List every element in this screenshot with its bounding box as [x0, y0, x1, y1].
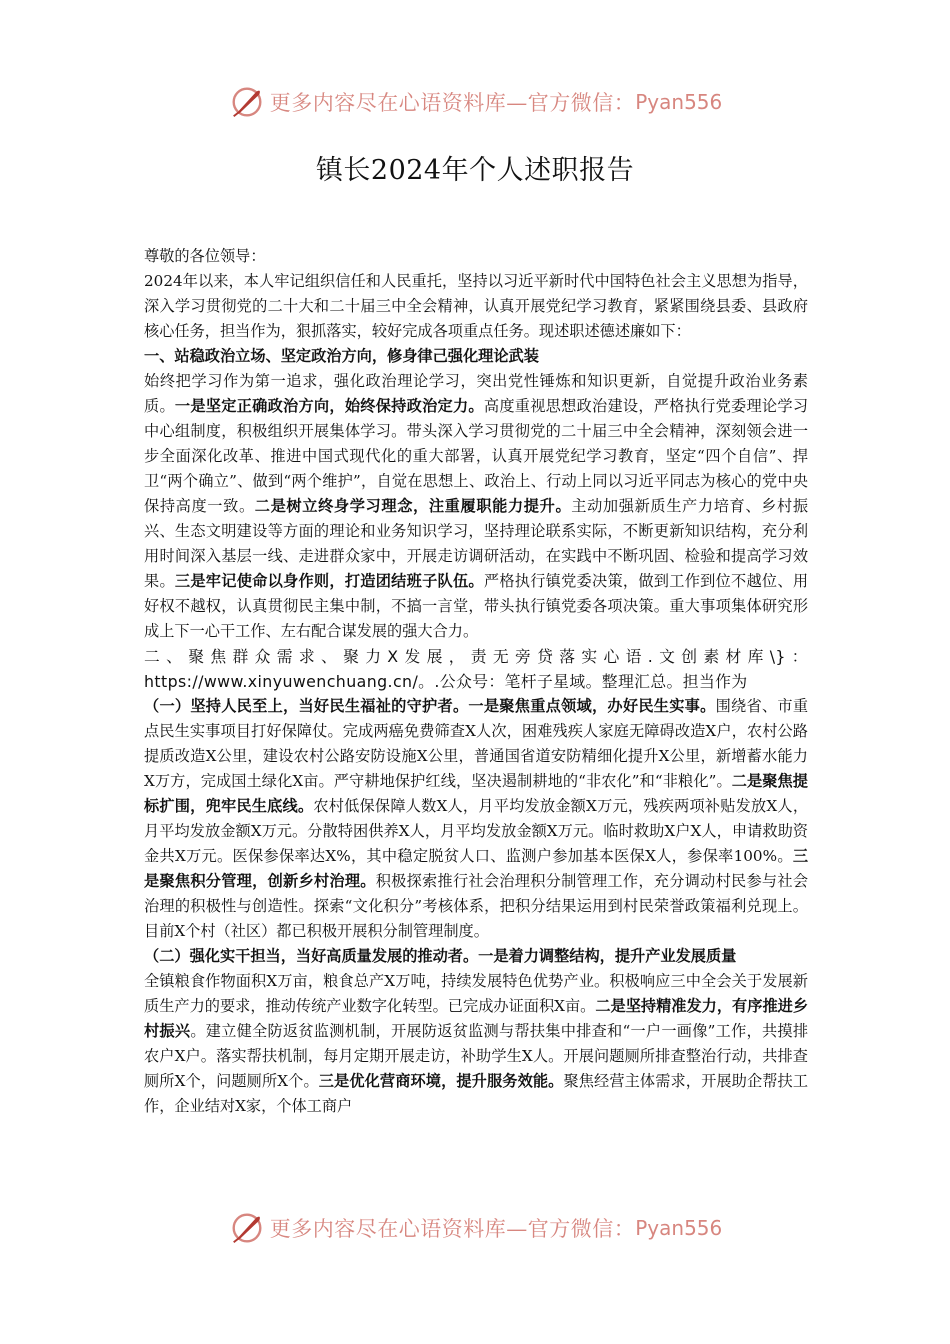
watermark-wechat-id: Pyan556 [635, 90, 723, 114]
intro-paragraph: 2024年以来，本人牢记组织信任和人民重托，坚持以习近平新时代中国特色社会主义思想为指导，深入学习贯彻党的二十大和二十届三中全会精神，认真开展党纪学习教育，紧紧围绕县委、县政府核心任务，担当作为，狠抓落实，较好完成各项重点任务。现述职述德述廉如下： [144, 272, 808, 340]
section-2-sub-2-paragraph: （二）强化实干担当，当好高质量发展的推动者。一是着力调整结构，提升产业发展质量 全镇粮食作物面积X万亩，粮食总产X万吨，持续发展特色优势产业。积极响应三中全会关于发展新质生产力的要求，推动传统产业数字化转型。已完成办证面积X亩。二是坚持精准发力，有序推进乡村振兴。建立健全防返贫监测机制，开展防返贫监测与帮扶集中排查和“一户一画像”工作，共摸排农户X户。落实帮扶机制，每月定期开展走访，补助学生X人。开展问题厕所排查整治行动，共排查厕所X个，问题厕所X个。三是优化营商环境，提升服务效能。聚焦经营主体需求，开展助企帮扶工作，企业结对X家，个体工商户 [144, 947, 809, 1115]
watermark-text: 更多内容尽在心语资料库—官方微信： [269, 1217, 636, 1241]
watermark-wechat-id: Pyan556 [635, 1216, 723, 1240]
salutation: 尊敬的各位领导： [144, 247, 266, 265]
quill-logo-icon [228, 1209, 266, 1247]
section-2-heading: 二、聚焦群众需求、聚力X发展，责无旁贷落实心语.文创素材库\}：https://www.xinyuwenchuang.cn/。.公众号：笔杆子星域。整理汇总。担当作为 [144, 647, 808, 691]
quill-logo-icon [228, 83, 266, 121]
watermark-text: 更多内容尽在心语资料库—官方微信： [269, 91, 636, 115]
section-1-paragraph: 始终把学习作为第一追求，强化政治理论学习，突出党性锤炼和知识更新，自觉提升政治业务素质。一是坚定正确政治方向，始终保持政治定力。高度重视思想政治建设，严格执行党委理论学习中心组制度，积极组织开展集体学习。带头深入学习贯彻党的二十届三中全会精神，深刻领会进一步全面深化改革、推进中国式现代化的重大部署，认真开展党纪学习教育，坚定“四个自信”、捍卫“两个确立”、做到“两个维护”，自觉在思想上、政治上、行动上同以习近平同志为核心的党中央保持高度一致。二是树立终身学习理念，注重履职能力提升。主动加强新质生产力培育、乡村振兴、生态文明建设等方面的理论和业务知识学习，坚持理论联系实际，不断更新知识结构，充分利用时间深入基层一线、走进群众家中，开展走访调研活动，在实践中不断巩固、检验和提高学习效果。三是牢记使命以身作则，打造团结班子队伍。严格执行镇党委决策，做到工作到位不越位、用好权不越权，认真贯彻民主集中制，不搞一言堂，带头执行镇党委各项决策。重大事项集体研究形成上下一心干工作、左右配合谋发展的强大合力。 [144, 372, 809, 640]
watermark-banner-top [0, 80, 950, 124]
document-body [144, 244, 808, 1119]
section-2-sub-1-paragraph: （一）坚持人民至上，当好民生福祉的守护者。一是聚焦重点领域，办好民生实事。围绕省、市重点民生实事项目打好保障仗。完成两癌免费筛查X人次，困难残疾人家庭无障碍改造X户，农村公路提质改造X公里，建设农村公路安防设施X公里，普通国省道安防精细化提升X公里，新增蓄水能力X万方，完成国土绿化X亩。严守耕地保护红线，坚决遏制耕地的“非农化”和“非粮化”。二是聚焦提标扩围，兜牢民生底线。农村低保保障人数X人，月平均发放金额X万元，残疾两项补贴发放X人，月平均发放金额X万元。分散特困供养X人，月平均发放金额X万元。临时救助X户X人，申请救助资金共X万元。医保参保率达X%，其中稳定脱贫人口、监测户参加基本医保X人，参保率100%。三是聚焦积分管理，创新乡村治理。积极探索推行社会治理积分制管理工作，充分调动村民参与社会治理的积极性与创造性。探索“文化积分”考核体系，把积分结果运用到村民荣誉政策福利兑现上。目前X个村（社区）都已积极开展积分制管理制度。 [144, 697, 809, 940]
section-1-heading: 一、站稳政治立场、坚定政治方向，修身律己强化理论武装 [144, 347, 539, 365]
watermark-banner-bottom [0, 1206, 950, 1250]
page-title: 镇长2024年个人述职报告 [315, 155, 635, 186]
